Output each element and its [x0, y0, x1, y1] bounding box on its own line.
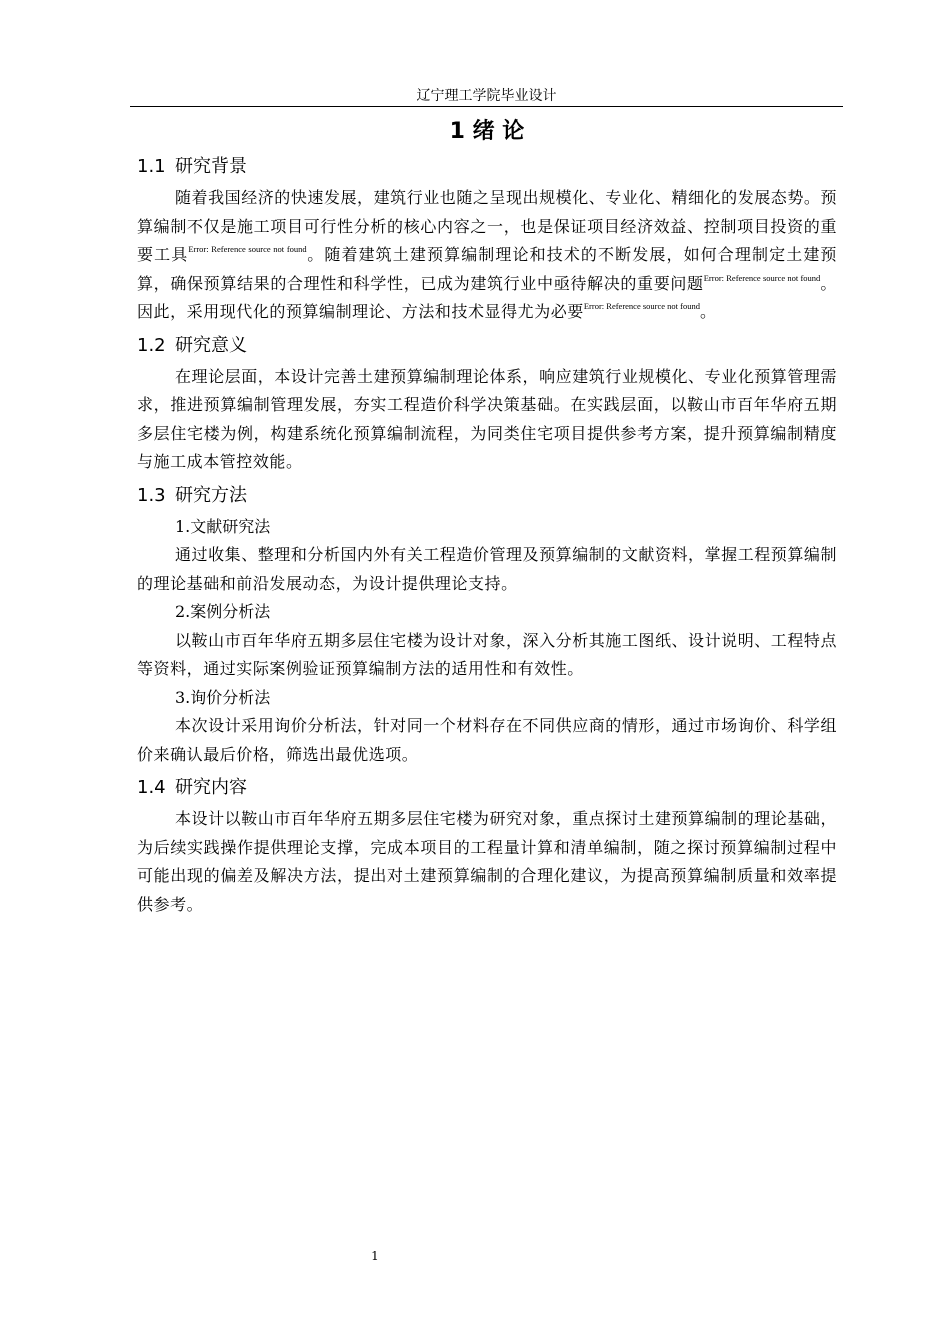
section-number: 1.3 — [137, 484, 166, 506]
section-number: 1.2 — [137, 334, 166, 356]
section-title: 研究意义 — [175, 334, 247, 356]
page-number: 1 — [371, 1249, 379, 1263]
method-label-price-inquiry: 3.询价分析法 — [175, 687, 271, 707]
section-title: 研究背景 — [175, 156, 247, 177]
paragraph-research-significance: 在理论层面，本设计完善土建预算编制理论体系，响应建筑行业规模化、专业化预算管理需求，推进预算编制管理发展，夯实工程造价科学决策基础。在实践层面，以鞍山市百年华府五期多层住宅楼为例，构建系统化预算编制流程，为同类住宅项目提供参考方案，提升预算编制精度与施工成本管控效能。 — [137, 366, 838, 471]
section-heading-1-2 — [137, 331, 837, 361]
document-body — [137, 112, 837, 919]
section-number: 1.1 — [137, 156, 166, 177]
section-title: 研究内容 — [175, 777, 247, 798]
method-label-case-study: 2.案例分析法 — [175, 602, 271, 621]
reference-citation[interactable]: Error: Reference source not found — [703, 272, 821, 283]
page-header — [130, 86, 843, 107]
section-number: 1.4 — [137, 777, 166, 798]
text-segment: 。随着建筑土建预算编制理论和技术的不断发展，如何合理制定土建预算，确保预算结果的合理性和科学性，已成为建筑行业中亟待解决的重要问题 — [137, 245, 837, 293]
text-segment: 随着我国经济的快速发展，建筑行业也随之呈现出规模化、专业化、精细化的发展态势。预算编制不仅是施工项目可行性分析的核心内容之一，也是保证项目经济效益、控制项目投资的重要工具 — [137, 188, 838, 264]
paragraph-price-inquiry-method: 本次设计采用询价分析法，针对同一个材料存在不同供应商的情形，通过市场询价、科学组价来确认最后价格，筛选出最优选项。 — [137, 716, 838, 764]
chapter-title: 1 绪 论 — [449, 119, 525, 144]
text-segment: 。因此，采用现代化的预算编制理论、方法和技术显得尤为必要 — [137, 273, 837, 321]
paragraph-literature-method: 通过收集、整理和分析国内外有关工程造价管理及预算编制的文献资料，掌握工程预算编制的理论基础和前沿发展动态，为设计提供理论支持。 — [137, 545, 838, 593]
paragraph-research-content: 本设计以鞍山市百年华府五期多层住宅楼为研究对象，重点探讨土建预算编制的理论基础，为后续实践操作提供理论支撑，完成本项目的工程量计算和清单编制，随之探讨预算编制过程中可能出现的偏差及解决方法，提出对土建预算编制的合理化建议，为提高预算编制质量和效率提供参考。 — [137, 809, 838, 914]
section-heading-1-4 — [137, 773, 837, 803]
paragraph-case-study-method: 以鞍山市百年华府五期多层住宅楼为设计对象，深入分析其施工图纸、设计说明、工程特点等资料，通过实际案例验证预算编制方法的适用性和有效性。 — [137, 630, 838, 678]
section-title: 研究方法 — [175, 484, 247, 506]
section-heading-1-1 — [137, 152, 837, 182]
paragraph-research-background — [137, 184, 837, 327]
text-segment: 。 — [699, 302, 717, 321]
reference-citation[interactable]: Error: Reference source not found — [188, 244, 307, 254]
method-label-literature: 1.文献研究法 — [175, 516, 271, 536]
header-title: 辽宁理工学院毕业设计 — [416, 88, 557, 104]
reference-citation[interactable]: Error: Reference source not found — [583, 301, 700, 311]
section-heading-1-3 — [137, 481, 837, 511]
